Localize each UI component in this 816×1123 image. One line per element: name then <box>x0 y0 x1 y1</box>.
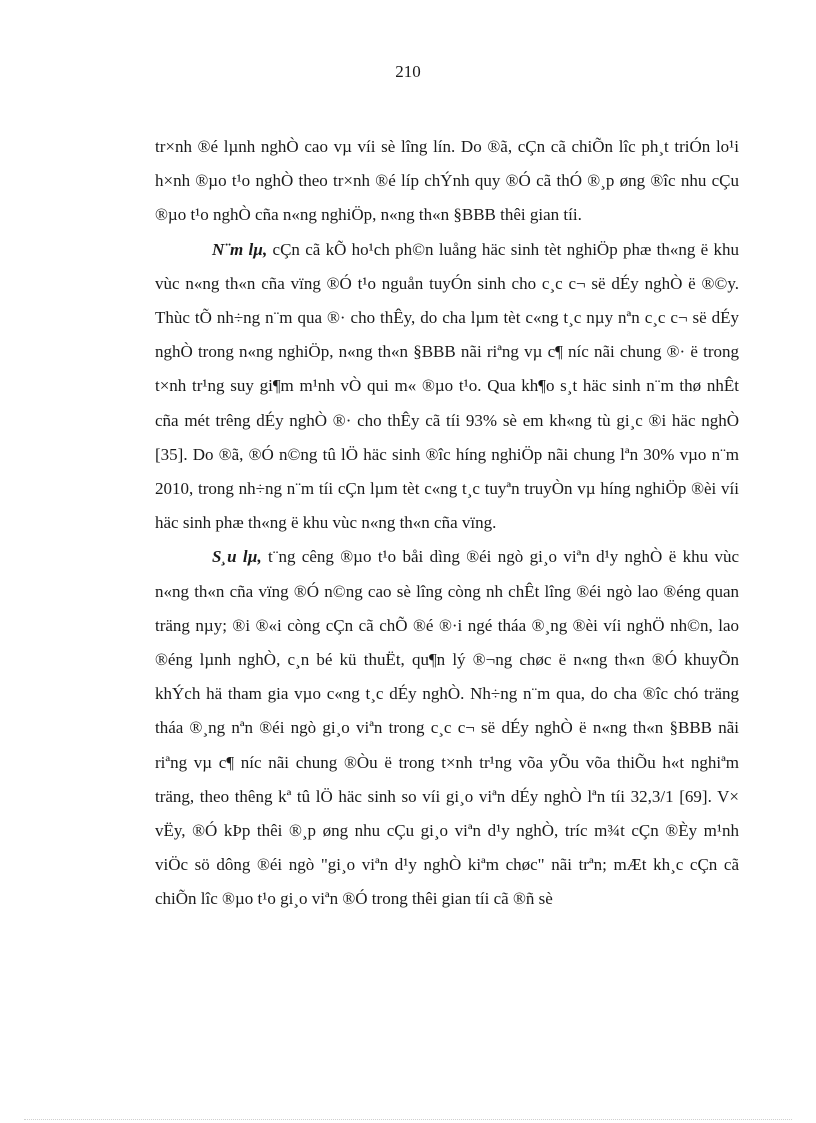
page-bottom-divider <box>24 1119 792 1120</box>
paragraph-lead: N¨m lµ, <box>212 239 268 259</box>
paragraph-text: cÇn cã kÕ ho¹ch ph©n luång häc sinh tèt nghiÖp phæ th«ng ë khu vùc n«ng th«n cña vïng ®Ó t¹o nguån tuyÓn sinh cho c¸c c¬ së dÉy nghÒ ë ®©y. Thùc tÕ nh÷ng n¨m qua ®· cho thÊy, do cha lµm tèt c«ng t¸c nµy nªn c¸c c¬ së dÉy nghÒ trong n«ng nghiÖp, n«ng th«n §BBB nãi riªng vµ c¶ níc nãi chung ®· ë trong t×nh tr¹ng suy gi¶m m¹nh vÒ qui m« ®µo t¹o. Qua kh¶o s¸t häc sinh n¨m thø nhÊt cña mét trêng dÉy nghÒ ®· cho thÊy cã tíi 93% sè em kh«ng tù gi¸c ®i häc nghÒ [35]. Do ®ã, ®Ó n©ng tû lÖ häc sinh ®îc híng nghiÖp nãi chung lªn 30% vµo n¨m 2010, trong nh÷ng n¨m tíi cÇn lµm tèt c«ng t¸c tuyªn truyÒn vµ híng nghiÖp ®èi víi häc sinh phæ th«ng ë khu vùc n«ng th«n cña vïng. <box>155 239 739 533</box>
paragraph-sixth-point <box>155 540 739 916</box>
paragraph-fifth-point <box>155 233 739 541</box>
paragraph-continuation <box>155 130 739 233</box>
body-text <box>155 130 739 917</box>
paragraph-lead: S¸u lµ, <box>212 547 262 567</box>
paragraph-text: t¨ng cêng ®µo t¹o båi dìng ®éi ngò gi¸o viªn d¹y nghÒ ë khu vùc n«ng th«n cña vïng ®Ó n©ng cao sè lîng còng nh chÊt lîng ®éi ngò lao ®éng quan träng nµy; ®i ®«i còng cÇn cã chÕ ®é ®·i ngé tháa ®¸ng ®èi víi nghÖ nh©n, lao ®éng lµnh nghÒ, c¸n bé kü thuËt, qu¶n lý ®¬ng chøc ë n«ng th«n ®Ó khuyÕn khÝch hä tham gia vµo c«ng t¸c dÉy nghÒ. Nh÷ng n¨m qua, do cha ®îc chó träng tháa ®¸ng nªn ®éi ngò gi¸o viªn trong c¸c c¬ së dÉy nghÒ ë n«ng th«n §BBB nãi riªng vµ c¶ níc nãi chung ®Òu ë trong t×nh tr¹ng võa yÕu võa thiÕu h«t nghiªm träng, theo thêng kª tû lÖ häc sinh so víi gi¸o viªn dÉy nghÒ lªn tíi 32,3/1 [69]. V× vËy, ®Ó kÞp thêi ®¸p øng nhu cÇu gi¸o viªn d¹y nghÒ, tríc m¾t cÇn ®Èy m¹nh viÖc sö dông ®éi ngò "gi¸o viªn d¹y nghÒ kiªm chøc" nãi trªn; mÆt kh¸c cÇn cã chiÕn lîc ®µo t¹o gi¸o viªn ®Ó trong thêi gian tíi cã ®ñ sè <box>155 547 739 909</box>
page-number: 210 <box>395 62 421 81</box>
paragraph-text: tr×nh ®é lµnh nghÒ cao vµ víi sè lîng lín. Do ®ã, cÇn cã chiÕn lîc ph¸t triÓn lo¹i h×nh ®µo t¹o nghÒ theo tr×nh ®é líp chÝnh quy ®Ó cã thÓ ®¸p øng ®îc nhu cÇu ®µo t¹o nghÒ cña n«ng nghiÖp, n«ng th«n §BBB thêi gian tíi. <box>155 137 739 225</box>
